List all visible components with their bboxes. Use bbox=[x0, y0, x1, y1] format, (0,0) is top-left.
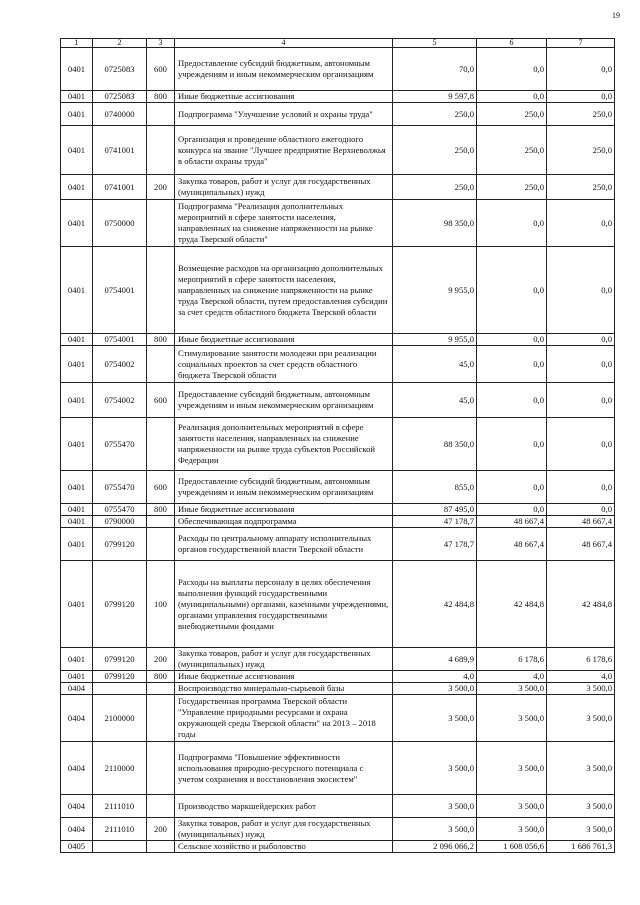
table-row bbox=[61, 561, 615, 648]
table-cell-article: 2100000 bbox=[93, 695, 147, 742]
table-cell-value-col5: 3 500,0 bbox=[393, 818, 477, 841]
table-row bbox=[61, 504, 615, 516]
table-cell-article bbox=[93, 841, 147, 853]
table-row bbox=[61, 175, 615, 200]
table-cell-value-col5: 45,0 bbox=[393, 383, 477, 418]
column-number: 1 bbox=[61, 39, 93, 48]
table-cell-section: 0401 bbox=[61, 648, 93, 671]
table-cell-name: Иные бюджетные ассигнования bbox=[175, 504, 393, 516]
table-cell-value-col5: 47 178,7 bbox=[393, 516, 477, 528]
page-number: 19 bbox=[612, 11, 620, 20]
table-cell-value-col5: 3 500,0 bbox=[393, 695, 477, 742]
table-cell-value-col7: 0,0 bbox=[547, 471, 615, 504]
table-cell-kind: 600 bbox=[147, 383, 175, 418]
table-cell-value-col5: 4 689,9 bbox=[393, 648, 477, 671]
table-cell-kind: 600 bbox=[147, 471, 175, 504]
table-cell-value-col7: 0,0 bbox=[547, 334, 615, 346]
table-cell-section: 0401 bbox=[61, 346, 93, 383]
table-row bbox=[61, 103, 615, 126]
table-cell-value-col6: 250,0 bbox=[477, 126, 547, 175]
table-row bbox=[61, 841, 615, 853]
table-cell-kind: 800 bbox=[147, 91, 175, 103]
table-cell-kind bbox=[147, 695, 175, 742]
table-cell-value-col5: 250,0 bbox=[393, 126, 477, 175]
table-cell-value-col7: 48 667,4 bbox=[547, 528, 615, 561]
table-cell-section: 0404 bbox=[61, 742, 93, 795]
table-cell-kind: 800 bbox=[147, 504, 175, 516]
table-cell-value-col6: 3 500,0 bbox=[477, 795, 547, 818]
table-cell-name: Иные бюджетные ассигнования bbox=[175, 91, 393, 103]
table-cell-article: 0725083 bbox=[93, 48, 147, 91]
table-cell-section: 0401 bbox=[61, 200, 93, 247]
column-number: 4 bbox=[175, 39, 393, 48]
table-cell-value-col7: 250,0 bbox=[547, 175, 615, 200]
table-cell-value-col6: 4,0 bbox=[477, 671, 547, 683]
table-cell-name: Расходы на выплаты персоналу в целях обеспечения выполнения функций государственными (муниципальными) органами, казенными учреждениями, органами управления государственными внебюджетными фондами bbox=[175, 561, 393, 648]
table-cell-article: 2111010 bbox=[93, 795, 147, 818]
table-cell-kind: 200 bbox=[147, 818, 175, 841]
table-cell-value-col6: 3 500,0 bbox=[477, 683, 547, 695]
table-cell-kind bbox=[147, 126, 175, 175]
table-cell-name: Организация и проведение областного ежегодного конкурса на звание "Лучшее предприятие Верхневолжья в области охраны труда" bbox=[175, 126, 393, 175]
table-cell-article: 0799120 bbox=[93, 671, 147, 683]
table-cell-name: Закупка товаров, работ и услуг для государственных (муниципальных) нужд bbox=[175, 818, 393, 841]
table-cell-section: 0404 bbox=[61, 795, 93, 818]
table-cell-kind bbox=[147, 516, 175, 528]
table-cell-article: 0754001 bbox=[93, 247, 147, 334]
table-cell-name: Подпрограмма "Повышение эффективности использования природно-ресурсного потенциала с учетом сохранения и восстановления экосистем" bbox=[175, 742, 393, 795]
table-cell-article: 0754001 bbox=[93, 334, 147, 346]
table-cell-value-col6: 250,0 bbox=[477, 175, 547, 200]
table-cell-value-col7: 48 667,4 bbox=[547, 516, 615, 528]
table-cell-article bbox=[93, 683, 147, 695]
table-cell-section: 0401 bbox=[61, 334, 93, 346]
table-row bbox=[61, 346, 615, 383]
table-cell-name: Предоставление субсидий бюджетным, автономным учреждениям и иным некоммерческим организациям bbox=[175, 383, 393, 418]
table-cell-value-col5: 42 484,8 bbox=[393, 561, 477, 648]
table-cell-section: 0401 bbox=[61, 383, 93, 418]
table-cell-value-col5: 98 350,0 bbox=[393, 200, 477, 247]
table-cell-name: Реализация дополнительных мероприятий в сфере занятости населения, направленных на снижение напряженности на рынке труда субъектов Российской Федерации bbox=[175, 418, 393, 471]
column-number-row bbox=[61, 39, 615, 48]
table-row bbox=[61, 200, 615, 247]
table-cell-kind bbox=[147, 247, 175, 334]
table-cell-section: 0401 bbox=[61, 471, 93, 504]
table-cell-name: Возмещение расходов на организацию дополнительных мероприятий в сфере занятости населения, направленных на снижение напряженности на рынке труда Тверской области, путем предоставления субсидии за счет средств областного бюджета Тверской области bbox=[175, 247, 393, 334]
table-cell-name: Государственная программа Тверской области "Управление природными ресурсами и охрана окружающей среды Тверской области" на 2013 – 2018 годы bbox=[175, 695, 393, 742]
table-cell-section: 0401 bbox=[61, 91, 93, 103]
table-cell-value-col5: 250,0 bbox=[393, 175, 477, 200]
table-cell-kind bbox=[147, 841, 175, 853]
table-cell-section: 0401 bbox=[61, 528, 93, 561]
table-cell-article: 0755470 bbox=[93, 504, 147, 516]
table-cell-value-col6: 1 608 056,6 bbox=[477, 841, 547, 853]
table-row bbox=[61, 516, 615, 528]
table-cell-kind: 600 bbox=[147, 48, 175, 91]
table-cell-value-col6: 0,0 bbox=[477, 334, 547, 346]
table-cell-value-col5: 2 096 066,2 bbox=[393, 841, 477, 853]
table-cell-value-col7: 3 500,0 bbox=[547, 795, 615, 818]
table-cell-value-col7: 0,0 bbox=[547, 200, 615, 247]
table-cell-name: Закупка товаров, работ и услуг для государственных (муниципальных) нужд bbox=[175, 648, 393, 671]
table-cell-value-col6: 42 484,8 bbox=[477, 561, 547, 648]
column-number: 7 bbox=[547, 39, 615, 48]
table-cell-value-col7: 0,0 bbox=[547, 346, 615, 383]
table-cell-kind: 800 bbox=[147, 334, 175, 346]
table-cell-section: 0404 bbox=[61, 818, 93, 841]
table-row bbox=[61, 671, 615, 683]
table-cell-name: Стимулирование занятости молодежи при реализации социальных проектов за счет средств областного бюджета Тверской области bbox=[175, 346, 393, 383]
table-cell-article: 2111010 bbox=[93, 818, 147, 841]
table-cell-article: 0755470 bbox=[93, 418, 147, 471]
table-cell-value-col5: 3 500,0 bbox=[393, 683, 477, 695]
table-cell-value-col6: 0,0 bbox=[477, 418, 547, 471]
table-cell-value-col5: 3 500,0 bbox=[393, 795, 477, 818]
table-cell-value-col7: 250,0 bbox=[547, 126, 615, 175]
table-cell-value-col6: 0,0 bbox=[477, 383, 547, 418]
table-cell-value-col7: 0,0 bbox=[547, 91, 615, 103]
table-cell-value-col7: 0,0 bbox=[547, 48, 615, 91]
table-cell-article: 0754002 bbox=[93, 346, 147, 383]
table-cell-value-col5: 9 955,0 bbox=[393, 247, 477, 334]
table-cell-section: 0401 bbox=[61, 418, 93, 471]
table-cell-value-col5: 87 495,0 bbox=[393, 504, 477, 516]
table-cell-value-col6: 0,0 bbox=[477, 346, 547, 383]
table-cell-value-col6: 48 667,4 bbox=[477, 516, 547, 528]
table-cell-value-col6: 0,0 bbox=[477, 247, 547, 334]
table-cell-kind bbox=[147, 795, 175, 818]
table-cell-value-col6: 0,0 bbox=[477, 471, 547, 504]
table-cell-value-col6: 0,0 bbox=[477, 200, 547, 247]
table-row bbox=[61, 383, 615, 418]
table-cell-article: 2110000 bbox=[93, 742, 147, 795]
table-row bbox=[61, 471, 615, 504]
table-cell-value-col6: 0,0 bbox=[477, 48, 547, 91]
table-cell-article: 0741001 bbox=[93, 126, 147, 175]
table-cell-name: Иные бюджетные ассигнования bbox=[175, 334, 393, 346]
table-row bbox=[61, 528, 615, 561]
column-number: 2 bbox=[93, 39, 147, 48]
table-cell-value-col5: 88 350,0 bbox=[393, 418, 477, 471]
table-row bbox=[61, 742, 615, 795]
table-cell-article: 0790000 bbox=[93, 516, 147, 528]
table-cell-section: 0401 bbox=[61, 126, 93, 175]
table-row bbox=[61, 334, 615, 346]
table-cell-kind bbox=[147, 528, 175, 561]
budget-table bbox=[60, 38, 615, 853]
table-cell-kind: 100 bbox=[147, 561, 175, 648]
table-cell-value-col7: 6 178,6 bbox=[547, 648, 615, 671]
table-cell-name: Предоставление субсидий бюджетным, автономным учреждениям и иным некоммерческим организациям bbox=[175, 471, 393, 504]
table-cell-name: Производство маркшейдерских работ bbox=[175, 795, 393, 818]
table-cell-name: Иные бюджетные ассигнования bbox=[175, 671, 393, 683]
table-cell-value-col6: 0,0 bbox=[477, 91, 547, 103]
table-cell-value-col5: 9 597,8 bbox=[393, 91, 477, 103]
table-cell-kind bbox=[147, 742, 175, 795]
table-cell-value-col5: 45,0 bbox=[393, 346, 477, 383]
table-cell-value-col5: 4,0 bbox=[393, 671, 477, 683]
table-cell-value-col6: 0,0 bbox=[477, 504, 547, 516]
table-cell-article: 0725083 bbox=[93, 91, 147, 103]
table-cell-kind bbox=[147, 103, 175, 126]
table-cell-name: Сельское хозяйство и рыболовство bbox=[175, 841, 393, 853]
table-cell-article: 0799120 bbox=[93, 648, 147, 671]
table-cell-name: Расходы по центральному аппарату исполнительных органов государственной власти Тверской области bbox=[175, 528, 393, 561]
table-cell-value-col5: 855,0 bbox=[393, 471, 477, 504]
table-row bbox=[61, 247, 615, 334]
table-cell-value-col5: 70,0 bbox=[393, 48, 477, 91]
table-cell-kind bbox=[147, 346, 175, 383]
table-cell-kind: 200 bbox=[147, 175, 175, 200]
table-cell-article: 0799120 bbox=[93, 528, 147, 561]
table-cell-kind bbox=[147, 418, 175, 471]
table-cell-article: 0799120 bbox=[93, 561, 147, 648]
table-cell-value-col6: 250,0 bbox=[477, 103, 547, 126]
column-number: 5 bbox=[393, 39, 477, 48]
table-cell-value-col7: 0,0 bbox=[547, 504, 615, 516]
table-cell-section: 0405 bbox=[61, 841, 93, 853]
table-row bbox=[61, 818, 615, 841]
table-cell-value-col7: 3 500,0 bbox=[547, 695, 615, 742]
table-cell-name: Воспроизводство минерально-сырьевой базы bbox=[175, 683, 393, 695]
table-row bbox=[61, 91, 615, 103]
table-cell-section: 0401 bbox=[61, 561, 93, 648]
column-number: 6 bbox=[477, 39, 547, 48]
table-cell-section: 0401 bbox=[61, 247, 93, 334]
table-cell-value-col7: 3 500,0 bbox=[547, 818, 615, 841]
table-cell-name: Подпрограмма "Улучшение условий и охраны труда" bbox=[175, 103, 393, 126]
table-row bbox=[61, 48, 615, 91]
table-body bbox=[61, 39, 615, 853]
table-cell-value-col5: 3 500,0 bbox=[393, 742, 477, 795]
table-cell-section: 0401 bbox=[61, 48, 93, 91]
table-cell-value-col7: 3 500,0 bbox=[547, 742, 615, 795]
table-cell-value-col7: 42 484,8 bbox=[547, 561, 615, 648]
table-cell-value-col7: 1 686 761,3 bbox=[547, 841, 615, 853]
table-cell-name: Предоставление субсидий бюджетным, автономным учреждениям и иным некоммерческим организациям bbox=[175, 48, 393, 91]
table-row bbox=[61, 418, 615, 471]
column-number: 3 bbox=[147, 39, 175, 48]
table-row bbox=[61, 648, 615, 671]
table-cell-value-col5: 9 955,0 bbox=[393, 334, 477, 346]
table-cell-kind bbox=[147, 683, 175, 695]
table-row bbox=[61, 683, 615, 695]
table-cell-kind: 200 bbox=[147, 648, 175, 671]
table-cell-section: 0404 bbox=[61, 695, 93, 742]
table-cell-value-col7: 3 500,0 bbox=[547, 683, 615, 695]
table-cell-section: 0401 bbox=[61, 671, 93, 683]
table-cell-kind bbox=[147, 200, 175, 247]
table-cell-value-col7: 0,0 bbox=[547, 383, 615, 418]
table-cell-section: 0401 bbox=[61, 516, 93, 528]
table-cell-article: 0750000 bbox=[93, 200, 147, 247]
table-row bbox=[61, 695, 615, 742]
table-cell-kind: 800 bbox=[147, 671, 175, 683]
table-cell-value-col6: 48 667,4 bbox=[477, 528, 547, 561]
table-cell-value-col6: 6 178,6 bbox=[477, 648, 547, 671]
table-cell-value-col6: 3 500,0 bbox=[477, 695, 547, 742]
table-cell-value-col5: 47 178,7 bbox=[393, 528, 477, 561]
table-cell-value-col7: 4,0 bbox=[547, 671, 615, 683]
table-cell-section: 0401 bbox=[61, 504, 93, 516]
table-row bbox=[61, 126, 615, 175]
table-cell-article: 0754002 bbox=[93, 383, 147, 418]
table-cell-section: 0401 bbox=[61, 103, 93, 126]
table-cell-name: Закупка товаров, работ и услуг для государственных (муниципальных) нужд bbox=[175, 175, 393, 200]
table-cell-section: 0401 bbox=[61, 175, 93, 200]
table-cell-name: Обеспечивающая подпрограмма bbox=[175, 516, 393, 528]
table-cell-article: 0741001 bbox=[93, 175, 147, 200]
table-cell-value-col5: 250,0 bbox=[393, 103, 477, 126]
table-row bbox=[61, 795, 615, 818]
table-cell-value-col6: 3 500,0 bbox=[477, 742, 547, 795]
table-cell-value-col6: 3 500,0 bbox=[477, 818, 547, 841]
table-cell-value-col7: 0,0 bbox=[547, 418, 615, 471]
table-cell-value-col7: 250,0 bbox=[547, 103, 615, 126]
table-cell-article: 0740000 bbox=[93, 103, 147, 126]
table-cell-value-col7: 0,0 bbox=[547, 247, 615, 334]
table-cell-article: 0755470 bbox=[93, 471, 147, 504]
table-cell-section: 0404 bbox=[61, 683, 93, 695]
table-cell-name: Подпрограмма "Реализация дополнительных мероприятий в сфере занятости населения, направленных на снижение напряженности на рынке труда Тверской области" bbox=[175, 200, 393, 247]
